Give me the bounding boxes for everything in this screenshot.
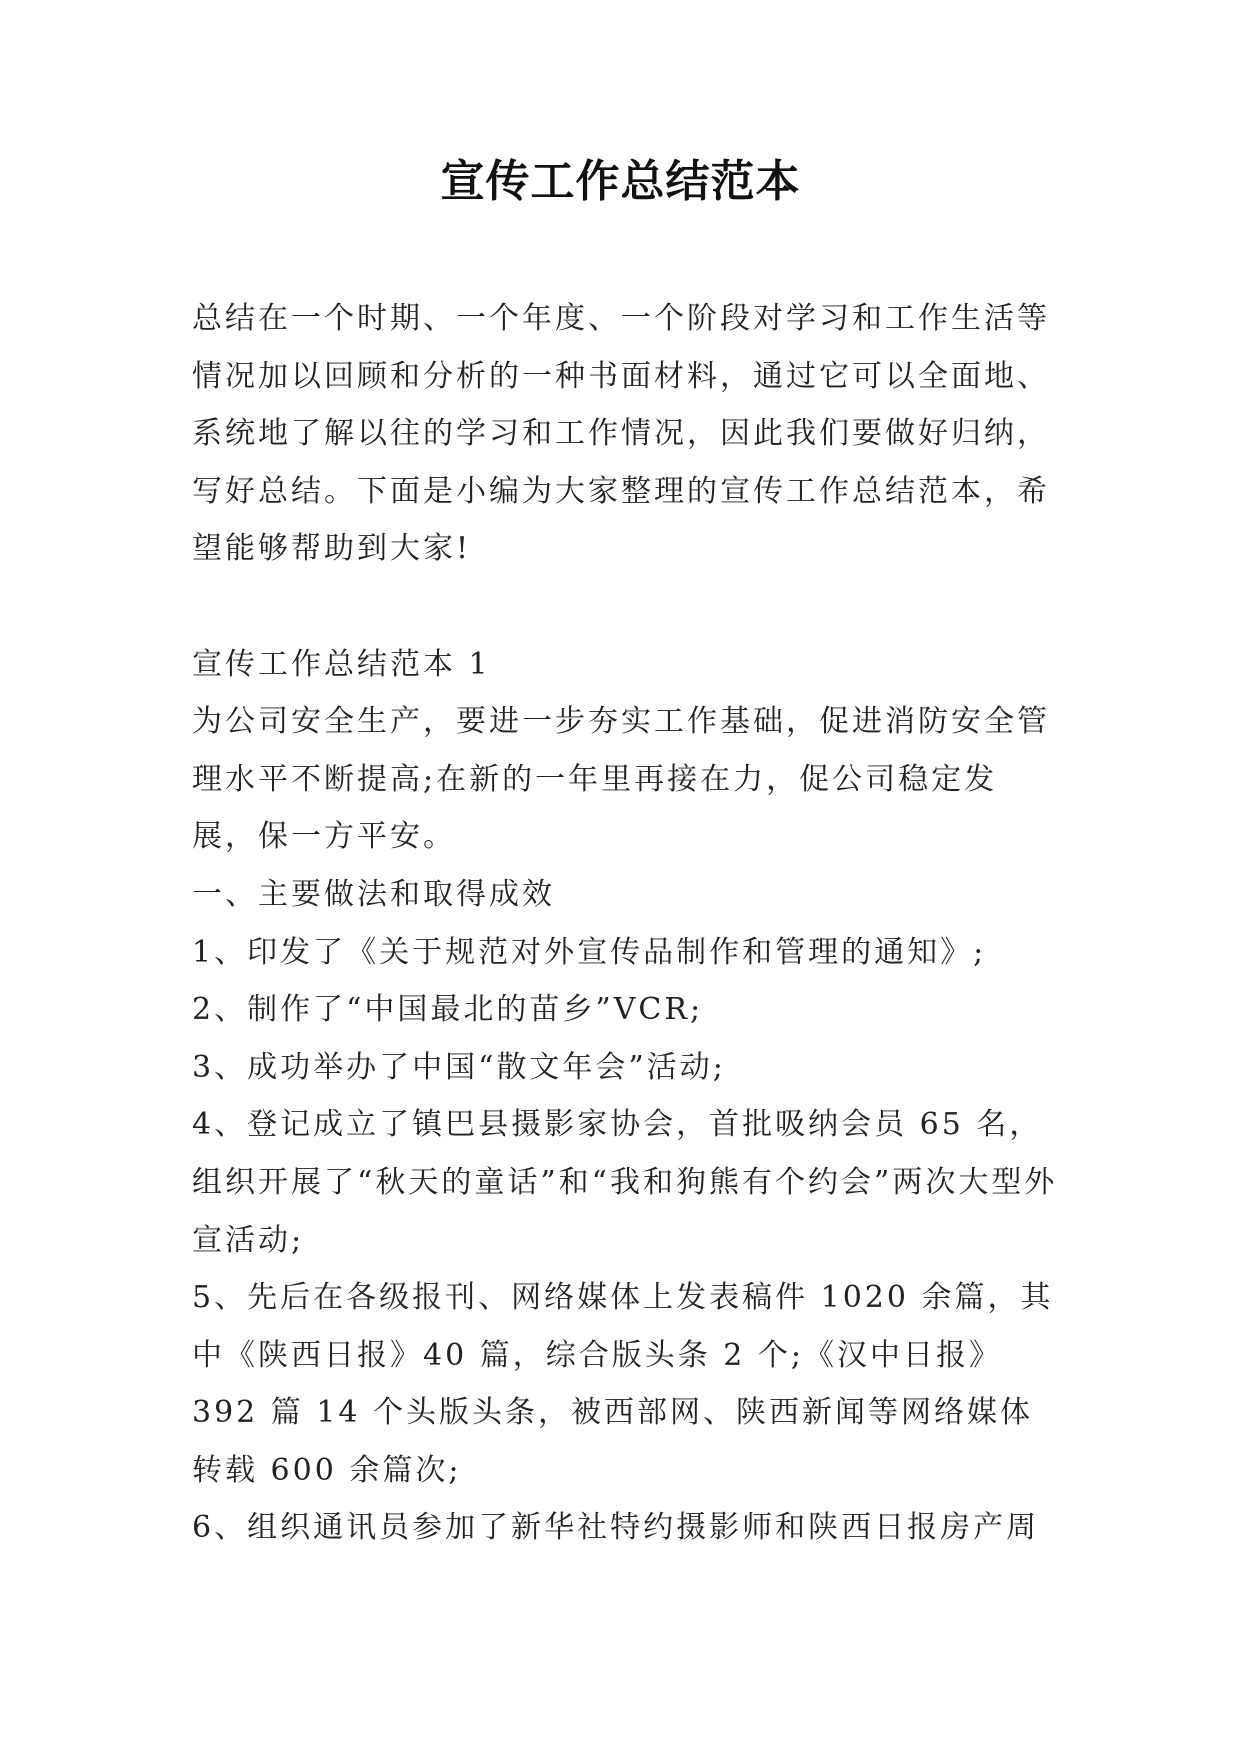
list-item: 6、组织通讯员参加了新华社特约摄影师和陕西日报房产周 xyxy=(192,1510,1040,1546)
body-paragraph: 为公司安全生产，要进一步夯实工作基础，促进消防安全管理水平不断提高;在新的一年里再接在力，促公司稳定发展，保一方平安。 xyxy=(192,704,1050,855)
list-item: 5、先后在各级报刊、网络媒体上发表稿件 1020 余篇，其中《陕西日报》40 篇，综合版头条 2 个;《汉中日报》392 篇 14 个头版头条，被西部网、陕西新闻等网络媒体转载 600 余篇次; xyxy=(192,1280,1054,1488)
document-title: 宣传工作总结范本 xyxy=(440,156,801,207)
list-item: 2、制作了“中国最北的苗乡”VCR; xyxy=(192,992,704,1028)
intro-paragraph: 总结在一个时期、一个年度、一个阶段对学习和工作生活等情况加以回顾和分析的一种书面材料，通过它可以全面地、系统地了解以往的学习和工作情况，因此我们要做好归纳，写好总结。下面是小编为大家整理的宣传工作总结范本，希望能够帮助到大家! xyxy=(192,301,1050,567)
section-heading: 宣传工作总结范本 1 xyxy=(192,646,491,682)
list-item: 4、登记成立了镇巴县摄影家协会，首批吸纳会员 65 名，组织开展了“秋天的童话”和“我和狗熊有个约会”两次大型外宣活动; xyxy=(192,1107,1058,1258)
list-item: 1、印发了《关于规范对外宣传品制作和管理的通知》; xyxy=(192,934,987,970)
paragraph-spacer xyxy=(192,578,1062,636)
list-item: 3、成功举办了中国“散文年会”活动; xyxy=(192,1049,726,1085)
document-body xyxy=(192,290,1062,1557)
subheading: 一、主要做法和取得成效 xyxy=(192,876,555,912)
